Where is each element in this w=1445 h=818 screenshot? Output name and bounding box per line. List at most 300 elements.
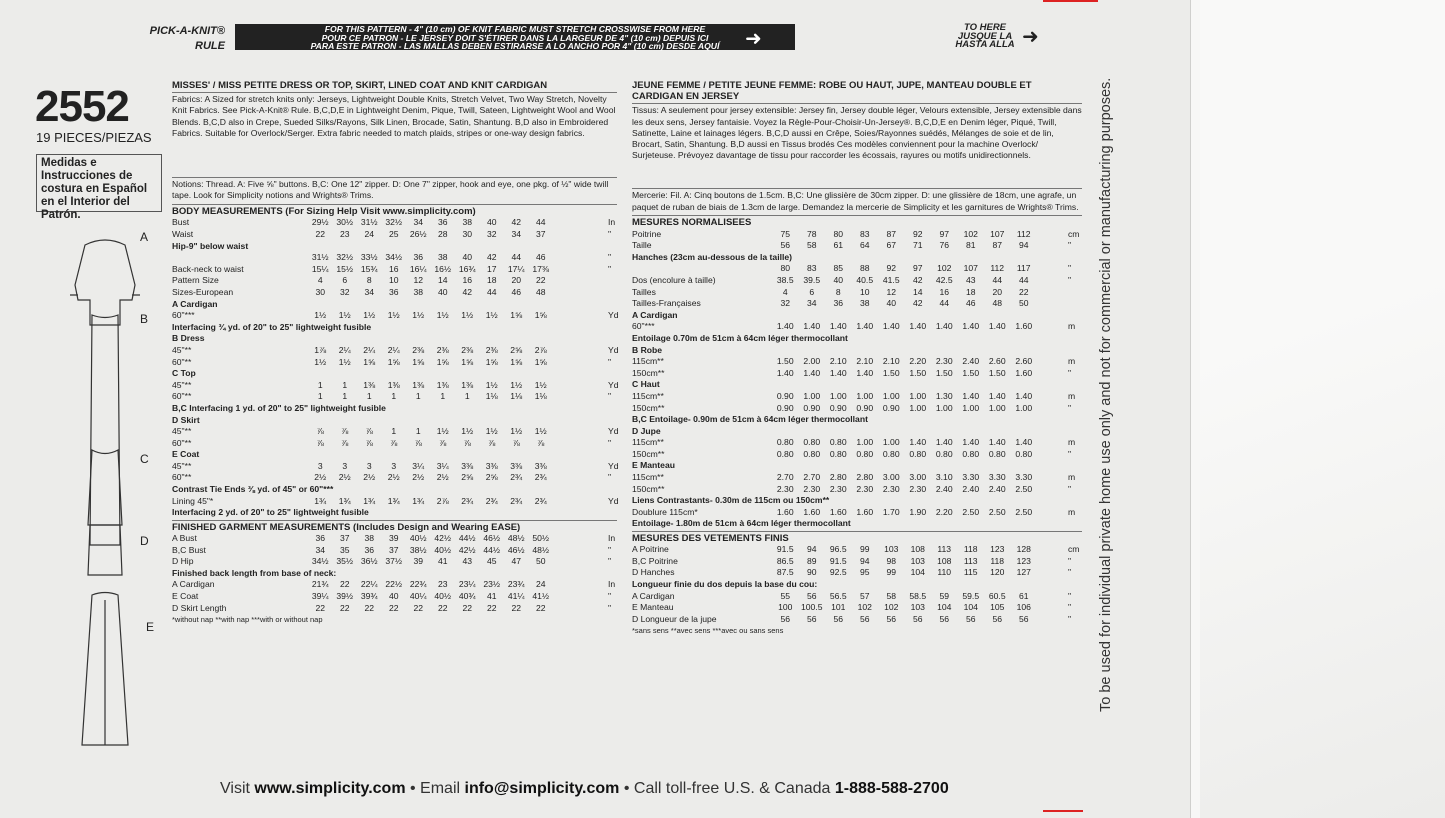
cell-value: 94 bbox=[1018, 240, 1029, 251]
cell-value: 1.50 bbox=[909, 367, 927, 378]
row-label: 45"** bbox=[172, 426, 192, 437]
french-finished-table bbox=[632, 544, 1082, 625]
row-label: D Jupe bbox=[632, 425, 661, 436]
cell-value: 10 bbox=[388, 275, 399, 286]
cell-value: 10 bbox=[859, 286, 870, 297]
french-finished-row bbox=[632, 602, 1082, 614]
cell-value: 22 bbox=[413, 602, 424, 613]
cell-value: 94 bbox=[806, 544, 817, 555]
cell-unit: " bbox=[608, 591, 612, 602]
cell-value: 2¾ bbox=[485, 495, 498, 506]
cell-value: 47 bbox=[511, 556, 522, 567]
cell-value: 108 bbox=[937, 555, 952, 566]
cell-value: 1⅝ bbox=[363, 356, 376, 367]
cell-value: 108 bbox=[910, 544, 925, 555]
cell-value: 1½ bbox=[314, 310, 327, 321]
cell-unit: " bbox=[1068, 448, 1072, 459]
cell-value: 100 bbox=[778, 602, 793, 613]
cell-value: 2¼ bbox=[387, 344, 400, 355]
cell-unit: m bbox=[1068, 437, 1076, 448]
cell-value: 1½ bbox=[510, 379, 523, 390]
cell-value: 17¼ bbox=[507, 263, 525, 274]
english-finished-row bbox=[172, 591, 617, 603]
cell-value: 2½ bbox=[412, 472, 425, 483]
cell-value: 1.40 bbox=[909, 437, 927, 448]
cell-value: 1⅛ bbox=[485, 391, 498, 402]
cell-value: 1⅜ bbox=[363, 379, 376, 390]
cell-value: 1½ bbox=[485, 310, 498, 321]
english-row bbox=[172, 496, 617, 508]
cell-value: 2.30 bbox=[856, 483, 874, 494]
cell-value: 1¾ bbox=[338, 495, 351, 506]
french-row bbox=[632, 460, 1082, 472]
cell-value: 1⅝ bbox=[412, 356, 425, 367]
row-label: 60"** bbox=[172, 472, 192, 483]
cell-value: 99 bbox=[886, 567, 897, 578]
english-row bbox=[172, 357, 617, 369]
cell-value: 21¾ bbox=[311, 579, 329, 590]
cell-value: ⅞ bbox=[341, 426, 349, 437]
to-here-en: TO HERE bbox=[963, 22, 1007, 33]
cell-value: 34 bbox=[315, 544, 326, 555]
cell-value: 0.80 bbox=[882, 448, 900, 459]
cell-value: 16½ bbox=[434, 263, 452, 274]
red-mark-top bbox=[1043, 0, 1098, 10]
english-body-title: BODY MEASUREMENTS (For Sizing Help Visit www.simplicity.com) bbox=[172, 206, 476, 218]
cell-value: 1 bbox=[342, 391, 348, 402]
cell-value: 12 bbox=[413, 275, 424, 286]
cell-value: 56 bbox=[1018, 613, 1029, 624]
cell-value: 16 bbox=[939, 286, 950, 297]
cell-unit: " bbox=[1068, 263, 1072, 274]
cell-value: 94 bbox=[859, 555, 870, 566]
cell-value: ⅞ bbox=[365, 426, 373, 437]
english-row bbox=[172, 507, 617, 519]
red-mark-bottom bbox=[1043, 810, 1083, 818]
cell-value: 1.40 bbox=[776, 321, 794, 332]
french-row bbox=[632, 263, 1082, 275]
cell-value: 36 bbox=[388, 286, 399, 297]
cell-value: 1.00 bbox=[856, 390, 874, 401]
row-label: Entoilage 0.70m de 51cm à 64cm léger thermocollant bbox=[632, 332, 848, 343]
cell-value: 41½ bbox=[532, 591, 550, 602]
cell-value: 1¾ bbox=[314, 495, 327, 506]
piece-count: 19 PIECES/PIEZAS bbox=[36, 130, 152, 145]
row-label: E Manteau bbox=[632, 602, 674, 613]
cell-value: 16¾ bbox=[458, 263, 476, 274]
cell-value: 1.60 bbox=[1015, 321, 1033, 332]
cell-value: ⅞ bbox=[341, 437, 349, 448]
cell-value: 1⅜ bbox=[387, 379, 400, 390]
row-label: 150cm** bbox=[632, 483, 665, 494]
cell-value: 58.5 bbox=[909, 590, 927, 601]
cell-unit: Yd bbox=[608, 495, 619, 506]
cell-value: 0.80 bbox=[803, 437, 821, 448]
cell-value: 2.50 bbox=[1015, 483, 1033, 494]
arrow-right-icon: ➜ bbox=[745, 28, 762, 50]
cell-unit: In bbox=[608, 579, 616, 590]
row-label: 60"*** bbox=[172, 310, 195, 321]
cell-value: 40 bbox=[833, 274, 844, 285]
cell-value: 32½ bbox=[385, 217, 403, 228]
cell-value: 18 bbox=[965, 286, 976, 297]
english-row bbox=[172, 426, 617, 438]
cell-value: 103 bbox=[884, 544, 899, 555]
cell-value: 14 bbox=[437, 275, 448, 286]
cell-value: 40½ bbox=[409, 533, 427, 544]
cell-value: 1.40 bbox=[882, 321, 900, 332]
row-label: D Longueur de la jupe bbox=[632, 613, 717, 624]
cell-value: ⅞ bbox=[390, 437, 398, 448]
cell-value: 61 bbox=[1018, 590, 1029, 601]
cell-value: 44 bbox=[939, 298, 950, 309]
english-finished-table bbox=[172, 533, 617, 614]
stretch-line-fr: POUR CE PATRON - LE JERSEY DOIT S'ÉTIRER DANS LA LARGEUR DE 4" (10 cm) DEPUIS ICI bbox=[321, 32, 709, 43]
cell-value: 123 bbox=[990, 544, 1005, 555]
cell-value: 2.40 bbox=[962, 483, 980, 494]
cell-value: 37 bbox=[339, 533, 350, 544]
cell-value: 1.40 bbox=[776, 367, 794, 378]
cell-value: 120 bbox=[990, 567, 1005, 578]
cell-value: 80 bbox=[780, 263, 791, 274]
cell-value: 56 bbox=[780, 613, 791, 624]
row-label: E Coat bbox=[172, 591, 199, 602]
pattern-number: 2552 bbox=[35, 82, 129, 131]
cell-value: 1.60 bbox=[776, 506, 794, 517]
cell-value: 2⅜ bbox=[436, 344, 449, 355]
cell-value: 48 bbox=[992, 298, 1003, 309]
cell-value: 22 bbox=[315, 602, 326, 613]
cell-value: 22 bbox=[462, 602, 473, 613]
row-label: Poitrine bbox=[632, 228, 662, 239]
cell-value: 78 bbox=[806, 228, 817, 239]
row-label: A Cardigan bbox=[632, 309, 678, 320]
french-title: JEUNE FEMME / PETITE JEUNE FEMME: ROBE OU HAUT, JUPE, MANTEAU DOUBLE ET CARDIGAN EN JERSEY bbox=[632, 80, 1032, 103]
english-row bbox=[172, 484, 617, 496]
cell-value: 2.00 bbox=[803, 356, 821, 367]
english-row bbox=[172, 287, 617, 299]
cell-value: 87 bbox=[886, 228, 897, 239]
row-label: Hip-9" below waist bbox=[172, 240, 249, 251]
cell-value: 2¾ bbox=[461, 495, 474, 506]
french-row bbox=[632, 229, 1082, 241]
cell-value: ⅞ bbox=[439, 437, 447, 448]
cell-value: 1⅜ bbox=[412, 379, 425, 390]
cell-value: 0.90 bbox=[829, 402, 847, 413]
cell-value: 1.40 bbox=[988, 321, 1006, 332]
cell-unit: " bbox=[608, 356, 612, 367]
cell-value: 1½ bbox=[485, 379, 498, 390]
cell-unit: " bbox=[1068, 555, 1072, 566]
cell-value: 1.60 bbox=[829, 506, 847, 517]
cell-value: 92.5 bbox=[829, 567, 847, 578]
cell-value: 64 bbox=[859, 240, 870, 251]
website-link[interactable]: www.simplicity.com bbox=[254, 780, 406, 797]
cell-value: 22 bbox=[1018, 286, 1029, 297]
cell-value: 15¼ bbox=[311, 263, 329, 274]
cell-value: 23 bbox=[339, 229, 350, 239]
french-finished-row bbox=[632, 579, 1082, 591]
cell-value: 16 bbox=[462, 275, 473, 286]
cell-value: 42 bbox=[912, 274, 923, 285]
cell-value: 1.40 bbox=[829, 321, 847, 332]
cell-value: ⅞ bbox=[488, 437, 496, 448]
cell-value: 117 bbox=[1016, 263, 1031, 274]
view-label-a: A bbox=[140, 230, 149, 244]
cell-value: 1 bbox=[342, 379, 348, 390]
cell-value: 36 bbox=[437, 217, 448, 228]
english-row bbox=[172, 345, 617, 357]
cell-value: 56 bbox=[965, 613, 976, 624]
cell-value: 1⅛ bbox=[534, 391, 547, 402]
cell-unit: " bbox=[608, 263, 612, 274]
cell-value: 2.40 bbox=[962, 356, 980, 367]
french-notions: Mercerie: Fil. A: Cinq boutons de 1.5cm. B,C: Une glissière de 30cm zipper. D: une glissière de 18cm, une agrafe, un paquet de ruban de biais de 1.3cm de large. Demandez la mercerie de Simplicity et les garnitures de Wrights® Trims. bbox=[632, 190, 1079, 212]
cell-unit: " bbox=[608, 472, 612, 483]
email-link[interactable]: info@simplicity.com bbox=[464, 780, 620, 797]
row-label: C Haut bbox=[632, 379, 660, 390]
cell-value: 1.40 bbox=[803, 367, 821, 378]
cell-value: 2¼ bbox=[363, 344, 376, 355]
cell-value: 1½ bbox=[485, 426, 498, 437]
row-label: A Cardigan bbox=[172, 579, 215, 590]
cell-value: 3 bbox=[342, 460, 348, 471]
english-row bbox=[172, 310, 617, 322]
cell-value: 0.80 bbox=[829, 448, 847, 459]
cell-value: 113 bbox=[963, 555, 978, 566]
french-finished-row bbox=[632, 591, 1082, 603]
cell-value: 22¼ bbox=[360, 579, 378, 590]
cell-value: 1.50 bbox=[988, 367, 1006, 378]
cell-value: 1.40 bbox=[988, 390, 1006, 401]
view-label-d: D bbox=[140, 534, 149, 548]
phone-number: 1-888-588-2700 bbox=[834, 780, 949, 797]
cell-value: 1 bbox=[391, 426, 397, 437]
cell-value: 36 bbox=[364, 544, 375, 555]
cell-value: 1⅝ bbox=[510, 310, 523, 321]
row-label: 60"** bbox=[172, 391, 192, 402]
stretch-line-es: PARA ESTE PATRON - LAS MALLAS DEBEN ESTIRARSE A LO ANCHO POR 4" (10 cm) DESDE AQUÍ bbox=[310, 41, 720, 52]
cell-value: ⅞ bbox=[414, 437, 422, 448]
french-row bbox=[632, 518, 1082, 530]
english-row bbox=[172, 391, 617, 403]
french-row bbox=[632, 345, 1082, 357]
cell-value: 56 bbox=[780, 240, 791, 251]
cell-value: 15½ bbox=[336, 263, 354, 274]
cell-value: 2.70 bbox=[776, 472, 794, 483]
cell-value: 32 bbox=[780, 298, 791, 309]
cell-value: 2⅜ bbox=[485, 344, 498, 355]
cell-value: 1 bbox=[440, 391, 446, 402]
cell-value: 22 bbox=[339, 602, 350, 613]
english-finished-row bbox=[172, 533, 617, 545]
cell-value: 2.20 bbox=[909, 356, 927, 367]
row-label: B,C Bust bbox=[172, 544, 206, 555]
cell-value: 22 bbox=[315, 229, 326, 239]
cell-value: 2⅜ bbox=[461, 344, 474, 355]
cell-value: 36 bbox=[315, 533, 326, 544]
cell-value: 1.50 bbox=[962, 367, 980, 378]
cell-value: 2¼ bbox=[338, 344, 351, 355]
french-fabrics: Tissus: A seulement pour jersey extensible: Jersey fin, Jersey double léger, Velours extensible, Jersey extensible dans les deux sens, Jersey fantaisie. Voyez la Règle-Pour-Choisir-Un-Jersey®. B,C,D,E en Denim léger, Piqué, Twill, Satinette, Laine et lainages légers. B,C,D aussi en Crêpe, Soies/Rayonnes suédés, Mélanges de soie et de lin, Brocart, Satin, Shantung. B,D aussi en Tissus brodés Ces modèles conviennent pour la machine Overlock/ Surjeteuse. Prévoyez davantage de tissu pour raccorder les écossais, rayures ou motifs unidirectionnels. bbox=[632, 105, 1082, 161]
cell-value: 83 bbox=[806, 263, 817, 274]
cell-value: 81 bbox=[965, 240, 976, 251]
cell-value: 3 bbox=[366, 460, 372, 471]
cell-value: 100.5 bbox=[800, 602, 823, 613]
cell-value: 1.00 bbox=[829, 390, 847, 401]
row-label: D Skirt Length bbox=[172, 602, 227, 613]
cell-value: 39¾ bbox=[360, 591, 378, 602]
cell-value: 2.70 bbox=[803, 472, 821, 483]
cell-value: 41¼ bbox=[507, 591, 525, 602]
english-finished-row bbox=[172, 545, 617, 557]
cell-unit: m bbox=[1068, 506, 1076, 517]
cell-value: 1.40 bbox=[856, 367, 874, 378]
row-label: Back-neck to waist bbox=[172, 263, 244, 274]
cell-value: 56 bbox=[939, 613, 950, 624]
english-row bbox=[172, 333, 617, 345]
cell-value: 22 bbox=[535, 602, 546, 613]
english-column bbox=[172, 80, 617, 625]
cell-value: 3 bbox=[317, 460, 323, 471]
row-label: 115cm** bbox=[632, 472, 664, 483]
cell-value: 3.10 bbox=[935, 472, 953, 483]
cell-value: 102 bbox=[857, 602, 872, 613]
cell-value: 42.5 bbox=[935, 274, 953, 285]
row-label: 45"** bbox=[172, 460, 192, 471]
cell-value: 1 bbox=[317, 379, 323, 390]
cell-value: 118 bbox=[963, 544, 978, 555]
cell-value: 38 bbox=[462, 217, 473, 228]
cell-value: 1.40 bbox=[962, 390, 980, 401]
cell-unit: " bbox=[608, 229, 612, 239]
cell-value: 56.5 bbox=[829, 590, 847, 601]
french-row bbox=[632, 507, 1082, 519]
cell-value: 44½ bbox=[458, 533, 476, 544]
flap-fold bbox=[1200, 0, 1445, 818]
cell-value: 44 bbox=[535, 217, 546, 228]
cell-value: 1¾ bbox=[387, 495, 400, 506]
row-label: A Cardigan bbox=[172, 298, 218, 309]
cell-value: 115 bbox=[963, 567, 978, 578]
spanish-instructions-box: Medidas e Instrucciones de costura en Español en el Interior del Patrón. bbox=[36, 154, 162, 212]
cell-value: 3 bbox=[391, 460, 397, 471]
cell-value: 41 bbox=[486, 591, 497, 602]
cell-value: 40 bbox=[462, 252, 473, 263]
cell-value: 57 bbox=[859, 590, 870, 601]
cell-value: 46½ bbox=[483, 533, 501, 544]
cell-value: ⅞ bbox=[463, 437, 471, 448]
cell-value: 39.5 bbox=[803, 274, 821, 285]
french-row bbox=[632, 252, 1082, 264]
footer-visit: Visit bbox=[220, 780, 255, 797]
cell-value: 34 bbox=[806, 298, 817, 309]
cell-value: 48 bbox=[535, 286, 546, 297]
row-label: Bust bbox=[172, 217, 190, 228]
cell-value: 92 bbox=[886, 263, 897, 274]
cell-value: 1⅝ bbox=[510, 356, 523, 367]
cell-value: 1½ bbox=[387, 310, 400, 321]
cell-unit: m bbox=[1068, 321, 1076, 332]
cell-value: 1.00 bbox=[856, 437, 874, 448]
cell-value: 3¼ bbox=[436, 460, 449, 471]
cell-value: 44½ bbox=[483, 544, 501, 555]
cell-value: 40¼ bbox=[409, 591, 427, 602]
cell-value: 30 bbox=[462, 229, 473, 239]
cell-value: 1.90 bbox=[909, 506, 927, 517]
english-footnote: *without nap **with nap ***with or without nap bbox=[172, 615, 323, 625]
cell-value: 1⅝ bbox=[534, 356, 547, 367]
french-body-table bbox=[632, 229, 1082, 530]
cell-value: 56 bbox=[833, 613, 844, 624]
row-label: B Dress bbox=[172, 333, 205, 344]
cell-unit: Yd bbox=[608, 426, 619, 437]
cell-unit: Yd bbox=[608, 460, 619, 471]
english-row bbox=[172, 368, 617, 380]
french-row bbox=[632, 368, 1082, 380]
row-label: 115cm** bbox=[632, 437, 664, 448]
row-label: E Manteau bbox=[632, 460, 675, 471]
cell-value: 2½ bbox=[387, 472, 400, 483]
cell-value: 42 bbox=[511, 217, 522, 228]
cell-value: 56 bbox=[992, 613, 1003, 624]
french-row bbox=[632, 414, 1082, 426]
cell-unit: " bbox=[1068, 240, 1072, 251]
cell-value: 38½ bbox=[409, 544, 427, 555]
row-label: Pattern Size bbox=[172, 275, 219, 286]
cell-value: 2⅝ bbox=[461, 472, 474, 483]
cell-value: 83 bbox=[859, 228, 870, 239]
cell-value: 112 bbox=[990, 263, 1005, 274]
cell-value: 1.40 bbox=[962, 321, 980, 332]
cell-value: 28 bbox=[437, 229, 448, 239]
french-row bbox=[632, 321, 1082, 333]
cell-value: 40 bbox=[486, 217, 497, 228]
cell-value: 1.00 bbox=[909, 402, 927, 413]
cell-value: 1½ bbox=[461, 310, 474, 321]
cell-value: 31½ bbox=[311, 252, 329, 263]
cell-value: 22 bbox=[437, 602, 448, 613]
cell-value: 1.40 bbox=[988, 437, 1006, 448]
cell-value: 40.5 bbox=[856, 274, 874, 285]
cell-value: 2¾ bbox=[510, 495, 523, 506]
cell-value: ⅞ bbox=[316, 426, 324, 437]
cell-value: 43 bbox=[965, 274, 976, 285]
cell-value: 22 bbox=[486, 602, 497, 613]
cell-value: 1.00 bbox=[1015, 402, 1033, 413]
cell-value: 23½ bbox=[483, 579, 501, 590]
cell-value: 34 bbox=[511, 229, 522, 239]
cell-value: 43 bbox=[462, 556, 473, 567]
cell-value: 39½ bbox=[336, 591, 354, 602]
row-label: Entoilage- 1.80m de 51cm à 64cm léger thermocollant bbox=[632, 518, 851, 529]
cell-value: 48½ bbox=[507, 533, 525, 544]
cell-value: 87 bbox=[992, 240, 1003, 251]
cell-value: ⅞ bbox=[365, 437, 373, 448]
cell-value: 18 bbox=[486, 275, 497, 286]
row-label: Doublure 115cm* bbox=[632, 506, 698, 517]
cell-value: 102 bbox=[884, 602, 899, 613]
cell-value: 1⅝ bbox=[485, 356, 498, 367]
cell-unit: " bbox=[608, 602, 612, 613]
cell-unit: m bbox=[1068, 472, 1076, 483]
cell-value: 44 bbox=[1018, 274, 1029, 285]
cell-value: 8 bbox=[366, 275, 372, 286]
cell-value: 87.5 bbox=[776, 567, 794, 578]
cell-value: 38 bbox=[413, 286, 424, 297]
cell-value: 3.30 bbox=[988, 472, 1006, 483]
cell-value: 1.00 bbox=[935, 402, 953, 413]
